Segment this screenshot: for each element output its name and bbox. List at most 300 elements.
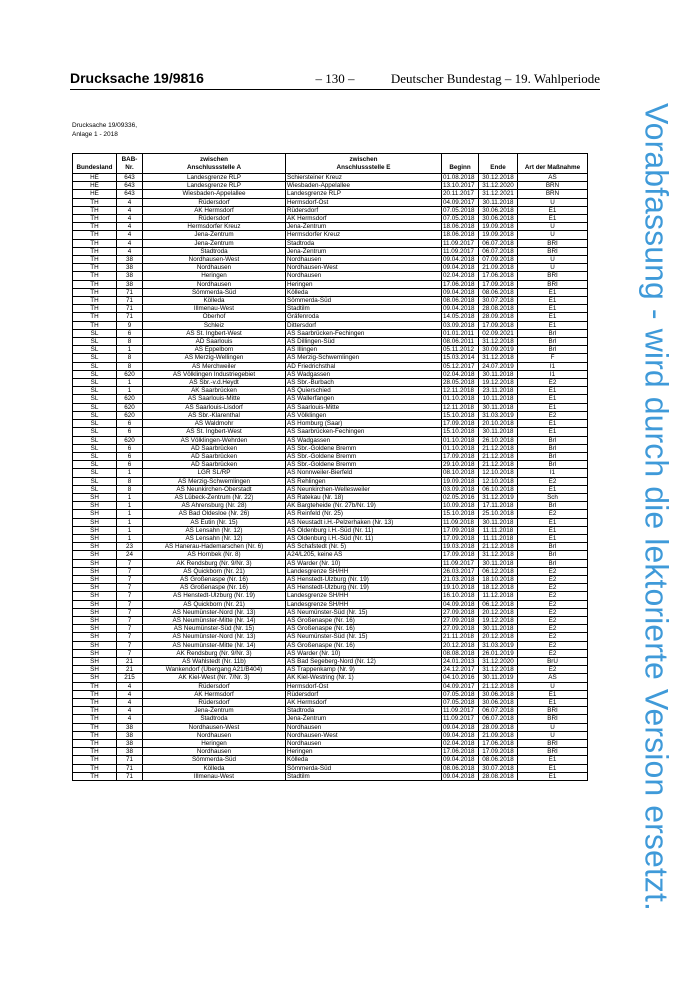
cell-bundesland: SH — [73, 502, 117, 510]
cell-art: U — [518, 731, 588, 739]
cell-ende: 30.11.2018 — [479, 370, 518, 378]
table-row — [73, 477, 588, 485]
cell-art: U — [518, 223, 588, 231]
cell-ende: 30.11.2018 — [479, 518, 518, 526]
cell-bundesland: SH — [73, 584, 117, 592]
cell-anschluss-e: AS Homburg (Saar) — [286, 420, 442, 428]
cell-anschluss-a: AS Neumünster-Nord (Nr. 13) — [143, 633, 286, 641]
cell-bab: 4 — [117, 206, 143, 214]
table-row — [73, 370, 588, 378]
table-row — [73, 403, 588, 411]
cell-art: E1 — [518, 206, 588, 214]
cell-art: BrI — [518, 436, 588, 444]
cell-bab: 38 — [117, 280, 143, 288]
cell-bab: 23 — [117, 543, 143, 551]
cell-beginn: 13.10.2017 — [442, 182, 479, 190]
cell-anschluss-e: AS Neumünster-Süd (Nr. 15) — [286, 608, 442, 616]
cell-bab: 4 — [117, 223, 143, 231]
cell-anschluss-e: AD Friedrichsthal — [286, 362, 442, 370]
cell-anschluss-e: AS Dillingen-Süd — [286, 338, 442, 346]
cell-anschluss-e: Heringen — [286, 280, 442, 288]
measures-table — [72, 153, 588, 781]
cell-beginn: 18.06.2018 — [442, 223, 479, 231]
cell-anschluss-e: AS Neumünster-Süd (Nr. 15) — [286, 633, 442, 641]
cell-art: E2 — [518, 411, 588, 419]
cell-ende: 31.12.2020 — [479, 182, 518, 190]
cell-anschluss-a: Illmenau-West — [143, 772, 286, 780]
cell-beginn: 02.05.2016 — [442, 493, 479, 501]
cell-bundesland: SH — [73, 616, 117, 624]
cell-ende: 11.12.2018 — [479, 592, 518, 600]
cell-bab: 7 — [117, 633, 143, 641]
table-row — [73, 699, 588, 707]
cell-bab: 71 — [117, 288, 143, 296]
cell-beginn: 12.11.2018 — [442, 387, 479, 395]
cell-beginn: 04.10.2016 — [442, 674, 479, 682]
cell-bundesland: SL — [73, 452, 117, 460]
cell-bab: 21 — [117, 666, 143, 674]
cell-bab: 9 — [117, 321, 143, 329]
cell-bab: 4 — [117, 215, 143, 223]
cell-anschluss-a: Landesgrenze RLP — [143, 174, 286, 182]
cell-bundesland: SL — [73, 469, 117, 477]
cell-anschluss-e: Schiersteiner Kreuz — [286, 174, 442, 182]
cell-bundesland: HE — [73, 190, 117, 198]
table-row — [73, 731, 588, 739]
cell-bab: 38 — [117, 748, 143, 756]
cell-art: E1 — [518, 403, 588, 411]
cell-art: AS — [518, 174, 588, 182]
cell-beginn: 24.12.2017 — [442, 666, 479, 674]
cell-anschluss-a: AS Merzig-Wellingen — [143, 354, 286, 362]
table-row — [73, 534, 588, 542]
cell-beginn: 20.11.2017 — [442, 190, 479, 198]
cell-art: BRI — [518, 239, 588, 247]
cell-beginn: 20.12.2018 — [442, 641, 479, 649]
cell-beginn: 29.10.2018 — [442, 461, 479, 469]
cell-ende: 17.09.2018 — [479, 321, 518, 329]
cell-art: BrI — [518, 461, 588, 469]
cell-bab: 620 — [117, 403, 143, 411]
cell-anschluss-e: Wiesbaden-Appelallee — [286, 182, 442, 190]
cell-art: E1 — [518, 395, 588, 403]
cell-ende: 26.01.2019 — [479, 649, 518, 657]
cell-bundesland: TH — [73, 305, 117, 313]
table-row — [73, 182, 588, 190]
cell-bundesland: SH — [73, 657, 117, 665]
cell-bab: 6 — [117, 428, 143, 436]
cell-art: E2 — [518, 575, 588, 583]
cell-bab: 1 — [117, 510, 143, 518]
cell-beginn: 01.01.2011 — [442, 329, 479, 337]
cell-ende: 21.09.2018 — [479, 264, 518, 272]
table-row — [73, 280, 588, 288]
cell-beginn: 09.04.2018 — [442, 756, 479, 764]
cell-ende: 31.12.2018 — [479, 666, 518, 674]
cell-art: E2 — [518, 641, 588, 649]
cell-anschluss-a: Oberhof — [143, 313, 286, 321]
cell-bab: 7 — [117, 559, 143, 567]
cell-bundesland: SL — [73, 461, 117, 469]
cell-beginn: 17.09.2018 — [442, 420, 479, 428]
cell-anschluss-a: AK Hermsdorf — [143, 206, 286, 214]
table-row — [73, 674, 588, 682]
cell-bab: 215 — [117, 674, 143, 682]
cell-beginn: 02.04.2018 — [442, 272, 479, 280]
table-row — [73, 584, 588, 592]
cell-art: I1 — [518, 362, 588, 370]
cell-bundesland: SL — [73, 428, 117, 436]
cell-bundesland: TH — [73, 723, 117, 731]
cell-bundesland: TH — [73, 764, 117, 772]
cell-art: BRN — [518, 182, 588, 190]
cell-art: E1 — [518, 764, 588, 772]
cell-art: Sch — [518, 493, 588, 501]
cell-anschluss-a: Nordhausen — [143, 264, 286, 272]
cell-beginn: 08.10.2018 — [442, 469, 479, 477]
watermark-sidebar — [630, 103, 682, 911]
cell-ende: 21.09.2018 — [479, 731, 518, 739]
cell-anschluss-e: Landesgrenze SH/HH — [286, 567, 442, 575]
cell-anschluss-a: AS Saarlouis-Mitte — [143, 395, 286, 403]
table-row — [73, 338, 588, 346]
cell-bab: 620 — [117, 395, 143, 403]
cell-bundesland: SH — [73, 493, 117, 501]
cell-anschluss-e: Sömmerda-Süd — [286, 764, 442, 772]
table-row — [73, 740, 588, 748]
cell-ende: 06.12.2018 — [479, 567, 518, 575]
cell-art: E2 — [518, 649, 588, 657]
cell-bab: 620 — [117, 411, 143, 419]
cell-beginn: 15.10.2018 — [442, 428, 479, 436]
cell-anschluss-e: AS Sbr.-Goldene Bremm — [286, 452, 442, 460]
cell-art: E1 — [518, 518, 588, 526]
cell-art: BRI — [518, 280, 588, 288]
cell-art: E2 — [518, 666, 588, 674]
cell-bab: 71 — [117, 764, 143, 772]
cell-beginn: 17.06.2018 — [442, 280, 479, 288]
table-row — [73, 575, 588, 583]
cell-anschluss-a: AD Saarbrücken — [143, 444, 286, 452]
cell-anschluss-a: AS Ahrensburg (Nr. 28) — [143, 502, 286, 510]
cell-anschluss-a: AS Hanerau-Hademarschen (Nr. 6) — [143, 543, 286, 551]
cell-ende: 17.09.2018 — [479, 280, 518, 288]
cell-beginn: 11.09.2017 — [442, 239, 479, 247]
cell-anschluss-e: AS Sbr.-Goldene Bremm — [286, 444, 442, 452]
cell-bab: 7 — [117, 625, 143, 633]
cell-bundesland: SL — [73, 379, 117, 387]
cell-bundesland: SL — [73, 346, 117, 354]
page-number: – 130 – — [315, 71, 355, 86]
table-row — [73, 231, 588, 239]
cell-anschluss-e: AS Saarlouis-Mitte — [286, 403, 442, 411]
cell-beginn: 11.09.2017 — [442, 707, 479, 715]
cell-art: E1 — [518, 387, 588, 395]
cell-bab: 7 — [117, 575, 143, 583]
cell-bab: 4 — [117, 198, 143, 206]
cell-ende: 21.12.2018 — [479, 461, 518, 469]
table-row — [73, 444, 588, 452]
cell-art: E1 — [518, 756, 588, 764]
cell-bab: 6 — [117, 329, 143, 337]
cell-anschluss-e: AS Neustadt i.H.-Pelzerhaken (Nr. 13) — [286, 518, 442, 526]
cell-bab: 71 — [117, 313, 143, 321]
cell-anschluss-a: Nordhausen — [143, 748, 286, 756]
cell-beginn: 21.11.2018 — [442, 633, 479, 641]
cell-anschluss-a: Heringen — [143, 740, 286, 748]
cell-bab: 4 — [117, 707, 143, 715]
cell-ende: 21.12.2018 — [479, 444, 518, 452]
cell-anschluss-e: Nordhausen-West — [286, 264, 442, 272]
note-line-2: Anlage 1 - 2018 — [72, 131, 118, 138]
cell-anschluss-e: AS Sbr.-Burbach — [286, 379, 442, 387]
cell-anschluss-e: Nordhausen — [286, 740, 442, 748]
cell-anschluss-a: AS St. Ingbert-West — [143, 329, 286, 337]
cell-bab: 7 — [117, 649, 143, 657]
cell-bab: 7 — [117, 567, 143, 575]
cell-anschluss-e: Heringen — [286, 748, 442, 756]
cell-anschluss-a: Nordhausen-West — [143, 723, 286, 731]
cell-beginn: 09.04.2018 — [442, 305, 479, 313]
cell-bundesland: SL — [73, 485, 117, 493]
cell-anschluss-e: AS Wadgassen — [286, 436, 442, 444]
cell-ende: 11.11.2018 — [479, 534, 518, 542]
cell-ende: 30.12.2018 — [479, 174, 518, 182]
cell-ende: 17.06.2018 — [479, 740, 518, 748]
cell-bab: 38 — [117, 256, 143, 264]
cell-art: BRI — [518, 748, 588, 756]
cell-beginn: 10.09.2018 — [442, 502, 479, 510]
cell-bab: 4 — [117, 715, 143, 723]
cell-ende: 21.12.2018 — [479, 543, 518, 551]
cell-ende: 12.10.2018 — [479, 469, 518, 477]
cell-ende: 06.07.2018 — [479, 715, 518, 723]
col-a-top: zwischen — [200, 156, 228, 163]
cell-anschluss-e: Rüdersdorf — [286, 690, 442, 698]
cell-art: BrI — [518, 502, 588, 510]
table-row — [73, 625, 588, 633]
cell-bab: 38 — [117, 731, 143, 739]
cell-anschluss-a: AK Rendsburg (Nr. 9/Nr. 3) — [143, 649, 286, 657]
col-anschluss-e — [286, 154, 442, 174]
cell-bab: 38 — [117, 740, 143, 748]
cell-ende: 17.09.2018 — [479, 748, 518, 756]
cell-bundesland: TH — [73, 223, 117, 231]
cell-art: E1 — [518, 485, 588, 493]
cell-anschluss-e: Rüdersdorf — [286, 206, 442, 214]
cell-art: E2 — [518, 633, 588, 641]
cell-ende: 19.12.2018 — [479, 379, 518, 387]
cell-bab: 8 — [117, 338, 143, 346]
cell-bundesland: SH — [73, 592, 117, 600]
cell-anschluss-e: Hermsdorfer Kreuz — [286, 231, 442, 239]
cell-bab: 643 — [117, 190, 143, 198]
publisher: Deutscher Bundestag – 19. Wahlperiode — [390, 71, 600, 86]
cell-bundesland: SH — [73, 518, 117, 526]
cell-bab: 4 — [117, 239, 143, 247]
cell-anschluss-a: AS Henstedt-Ulzburg (Nr. 19) — [143, 592, 286, 600]
cell-ende: 30.11.2018 — [479, 198, 518, 206]
cell-bab: 643 — [117, 182, 143, 190]
cell-anschluss-e: AK Kiel-Westring (Nr. 1) — [286, 674, 442, 682]
cell-art: E1 — [518, 288, 588, 296]
cell-beginn: 28.05.2018 — [442, 379, 479, 387]
cell-bab: 7 — [117, 584, 143, 592]
cell-bab: 1 — [117, 518, 143, 526]
cell-art: BRI — [518, 740, 588, 748]
cell-anschluss-a: AS Eutin (Nr. 15) — [143, 518, 286, 526]
cell-anschluss-a: AS Merchweiler — [143, 362, 286, 370]
table-row — [73, 190, 588, 198]
cell-anschluss-e: AS Wadgassen — [286, 370, 442, 378]
table-row — [73, 305, 588, 313]
cell-anschluss-e: Landesgrenze RLP — [286, 190, 442, 198]
cell-bundesland: TH — [73, 756, 117, 764]
cell-beginn: 09.04.2018 — [442, 288, 479, 296]
cell-ende: 31.12.2020 — [479, 657, 518, 665]
cell-bab: 71 — [117, 772, 143, 780]
cell-bundesland: TH — [73, 313, 117, 321]
cell-bab: 71 — [117, 297, 143, 305]
cell-bab: 1 — [117, 346, 143, 354]
cell-ende: 20.12.2018 — [479, 633, 518, 641]
cell-art: E1 — [518, 526, 588, 534]
cell-ende: 30.11.2018 — [479, 428, 518, 436]
cell-anschluss-a: AS Lübeck-Zentrum (Nr. 22) — [143, 493, 286, 501]
cell-anschluss-e: Jena-Zentrum — [286, 715, 442, 723]
cell-bundesland: SH — [73, 608, 117, 616]
cell-beginn: 26.03.2017 — [442, 567, 479, 575]
cell-beginn: 04.09.2018 — [442, 600, 479, 608]
table-row — [73, 395, 588, 403]
cell-bab: 38 — [117, 723, 143, 731]
cell-ende: 31.03.2019 — [479, 641, 518, 649]
cell-art: E2 — [518, 608, 588, 616]
cell-art: BrI — [518, 444, 588, 452]
cell-bundesland: SH — [73, 575, 117, 583]
table-row — [73, 682, 588, 690]
cell-ende: 31.12.2018 — [479, 354, 518, 362]
cell-anschluss-a: Kölleda — [143, 297, 286, 305]
table-row — [73, 600, 588, 608]
cell-anschluss-a: AS Lensahn (Nr. 12) — [143, 526, 286, 534]
table-row — [73, 206, 588, 214]
cell-anschluss-e: AS Quierschied — [286, 387, 442, 395]
cell-anschluss-a: AD Saarlouis — [143, 338, 286, 346]
cell-anschluss-e: AS Großenaspe (Nr. 16) — [286, 616, 442, 624]
table-row — [73, 633, 588, 641]
cell-anschluss-e: Hermsdorf-Ost — [286, 682, 442, 690]
cell-anschluss-e: AS Oldenburg i.H.-Süd (Nr. 11) — [286, 526, 442, 534]
cell-beginn: 21.03.2018 — [442, 575, 479, 583]
cell-ende: 19.09.2018 — [479, 231, 518, 239]
cell-ende: 06.12.2018 — [479, 600, 518, 608]
cell-ende: 31.03.2019 — [479, 411, 518, 419]
cell-ende: 17.06.2018 — [479, 272, 518, 280]
cell-beginn: 02.04.2018 — [442, 370, 479, 378]
cell-art: BRI — [518, 247, 588, 255]
cell-bundesland: TH — [73, 682, 117, 690]
cell-beginn: 17.09.2018 — [442, 551, 479, 559]
cell-ende: 23.11.2018 — [479, 387, 518, 395]
table-row — [73, 420, 588, 428]
cell-bundesland: SL — [73, 329, 117, 337]
cell-art: E1 — [518, 534, 588, 542]
cell-ende: 30.11.2018 — [479, 625, 518, 633]
cell-beginn: 27.09.2018 — [442, 616, 479, 624]
cell-anschluss-a: AK Rendsburg (Nr. 9/Nr. 3) — [143, 559, 286, 567]
cell-art: F — [518, 354, 588, 362]
table-row — [73, 297, 588, 305]
cell-bundesland: SL — [73, 395, 117, 403]
cell-bundesland: TH — [73, 740, 117, 748]
cell-anschluss-a: Stadtroda — [143, 247, 286, 255]
cell-ende: 31.12.2018 — [479, 551, 518, 559]
cell-bundesland: TH — [73, 272, 117, 280]
cell-art: BrI — [518, 346, 588, 354]
cell-art: E2 — [518, 510, 588, 518]
cell-anschluss-a: AS Quickborn (Nr. 21) — [143, 600, 286, 608]
cell-bundesland: HE — [73, 182, 117, 190]
cell-bundesland: TH — [73, 198, 117, 206]
cell-bundesland: SL — [73, 477, 117, 485]
cell-ende: 18.10.2018 — [479, 575, 518, 583]
cell-anschluss-a: Jena-Zentrum — [143, 231, 286, 239]
cell-bundesland: SH — [73, 559, 117, 567]
cell-art: E1 — [518, 305, 588, 313]
cell-art: E2 — [518, 625, 588, 633]
cell-anschluss-a: Nordhausen-West — [143, 256, 286, 264]
cell-bab: 4 — [117, 690, 143, 698]
cell-anschluss-e: AS Ratekau (Nr. 18) — [286, 493, 442, 501]
cell-art: U — [518, 198, 588, 206]
cell-art: BRI — [518, 272, 588, 280]
cell-art: E1 — [518, 699, 588, 707]
cell-ende: 30.06.2018 — [479, 690, 518, 698]
cell-bundesland: SH — [73, 633, 117, 641]
table-row — [73, 723, 588, 731]
cell-anschluss-a: AD Saarbrücken — [143, 452, 286, 460]
cell-anschluss-a: AD Saarbrücken — [143, 461, 286, 469]
cell-anschluss-e: Gräfenroda — [286, 313, 442, 321]
cell-bundesland: SH — [73, 641, 117, 649]
table-row — [73, 559, 588, 567]
cell-art: E1 — [518, 772, 588, 780]
cell-art: BrI — [518, 543, 588, 551]
cell-beginn: 11.09.2017 — [442, 715, 479, 723]
cell-ende: 24.07.2019 — [479, 362, 518, 370]
table-row — [73, 247, 588, 255]
cell-beginn: 08.08.2018 — [442, 649, 479, 657]
cell-ende: 30.06.2018 — [479, 215, 518, 223]
cell-ende: 28.09.2018 — [479, 723, 518, 731]
table-row — [73, 608, 588, 616]
cell-anschluss-e: Landesgrenze SH/HH — [286, 592, 442, 600]
cell-anschluss-e: A24/L205, keine AS — [286, 551, 442, 559]
cell-anschluss-a: AS Neunkirchen-Oberstadt — [143, 485, 286, 493]
cell-art: BrI — [518, 329, 588, 337]
cell-art: BrI — [518, 559, 588, 567]
table-row — [73, 772, 588, 780]
cell-anschluss-a: AS Großenaspe (Nr. 16) — [143, 584, 286, 592]
cell-ende: 21.12.2018 — [479, 452, 518, 460]
cell-ende: 17.11.2018 — [479, 502, 518, 510]
cell-anschluss-e: AS Saarbrücken-Fechingen — [286, 329, 442, 337]
cell-bab: 6 — [117, 420, 143, 428]
table-row — [73, 543, 588, 551]
cell-anschluss-a: AS Lensahn (Nr. 12) — [143, 534, 286, 542]
cell-beginn: 09.04.2018 — [442, 256, 479, 264]
